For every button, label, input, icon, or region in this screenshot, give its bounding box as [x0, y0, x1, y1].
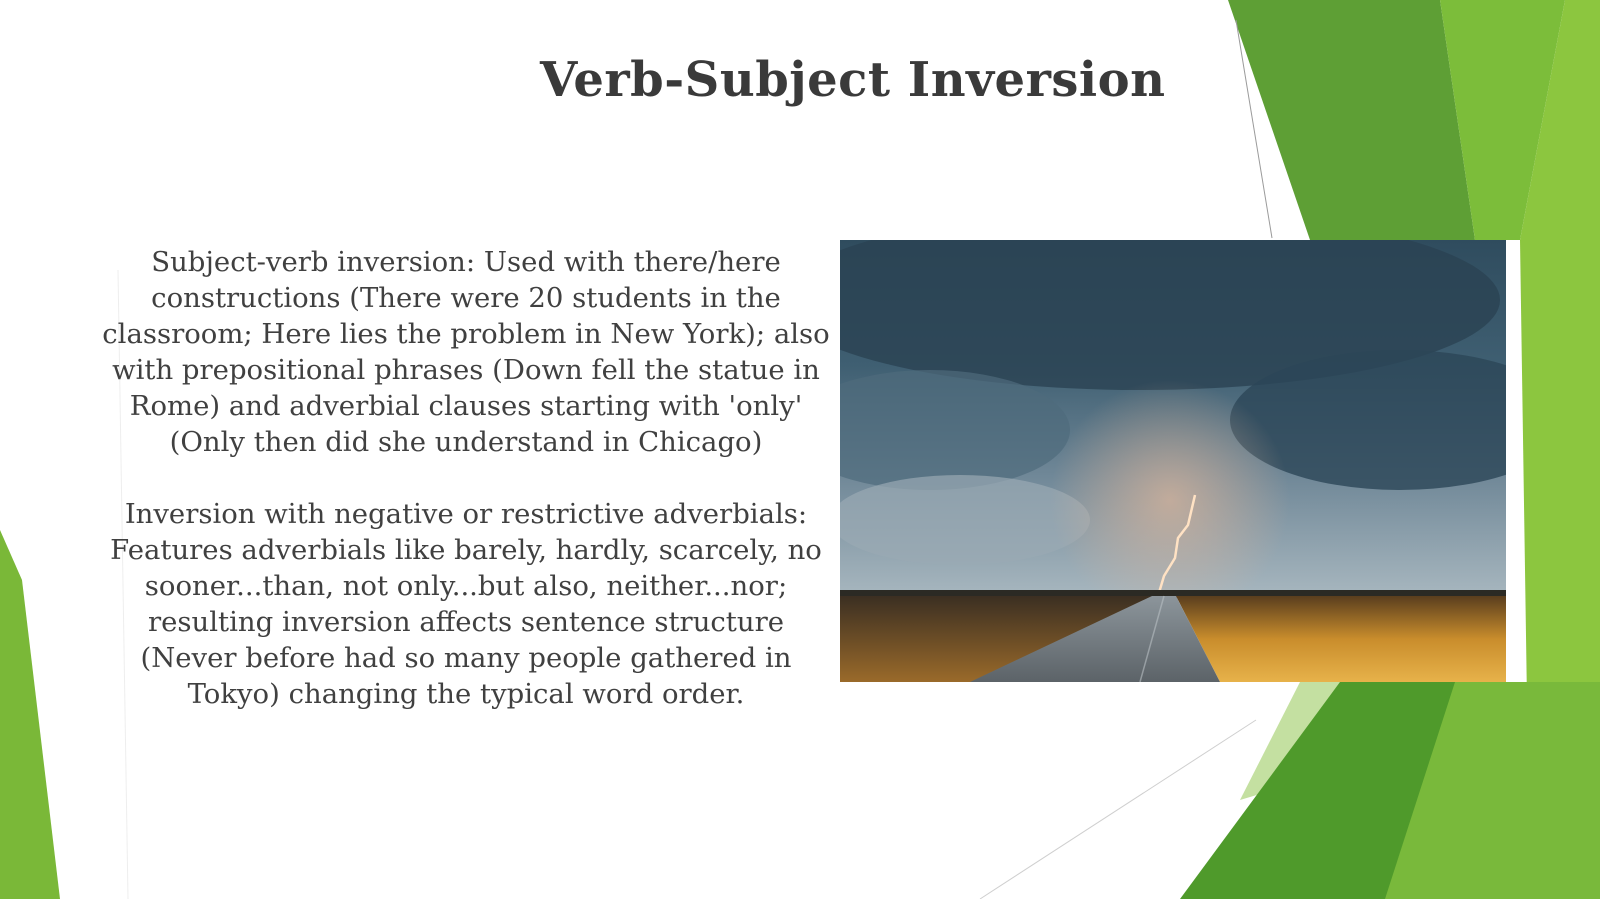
- storm-glow: [1050, 380, 1290, 620]
- slide-body-text: [100, 244, 832, 712]
- shape-right-dark-band: [1228, 0, 1475, 240]
- field-right: [1176, 596, 1506, 682]
- shape-left-green: [0, 530, 60, 899]
- paragraph-subject-verb-inversion: Subject-verb inversion: Used with there/here constructions (There were 20 students in the classroom; Here lies the problem in New York); also with prepositional phrases (Down fell the statue in Rome) and adverbial clauses starting with 'only' (Only then did she understand in Chicago): [102, 246, 830, 458]
- storm-lightning-road-photo: [840, 240, 1506, 682]
- slide-title: Verb-Subject Inversion: [540, 52, 1166, 108]
- paragraph-negative-adverbials: Inversion with negative or restrictive adverbials: Features adverbials like barely, hardly, scarcely, no sooner...than, not only...but also, neither...nor; resulting inversion affects sentence structure (Never before had so many people gathered in Tokyo) changing the typical word order.: [110, 498, 822, 710]
